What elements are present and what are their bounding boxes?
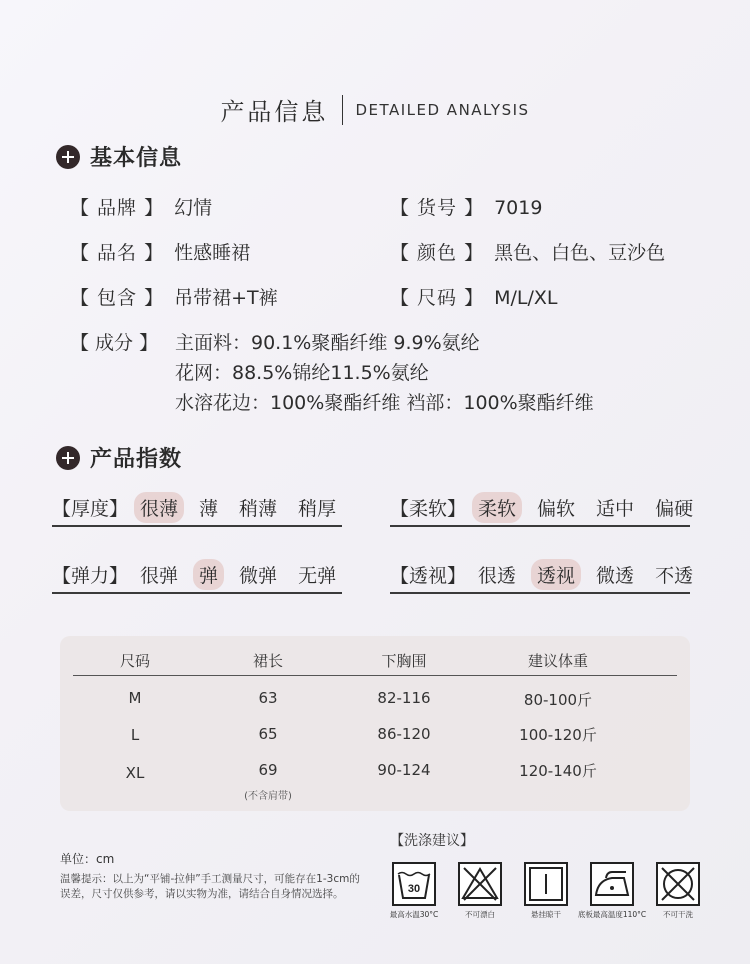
indices-heading (56, 442, 182, 473)
brand-value: 幻情 (174, 197, 213, 219)
size-key: 【 尺码 】 (390, 287, 485, 309)
title-divider (342, 95, 343, 125)
hang-dry-icon (524, 862, 568, 906)
table-cell: L (130, 726, 140, 744)
name-key: 【 品名 】 (70, 242, 165, 264)
index-option: 很透 (478, 564, 517, 587)
measurement-tip: 温馨提示：以上为“平铺-拉伸”手工测量尺寸，可能存在1-3cm的误差，尺寸仅供参考，请以实物为准，请结合自身情况选择。 (60, 873, 360, 900)
table-header-cell: 裙长 (252, 652, 283, 670)
index-option: 不透 (655, 564, 694, 587)
no-bleach-icon (458, 862, 502, 906)
name-value: 性感睡裙 (174, 242, 251, 264)
table-cell: 120-140斤 (519, 762, 597, 780)
size-value: M/L/XL (494, 287, 558, 309)
index-option-selected: 很薄 (134, 492, 184, 523)
includes-row (70, 283, 278, 310)
table-cell: 86-120 (377, 725, 431, 743)
table-cell: 80-100斤 (523, 691, 593, 709)
table-cell: 63 (258, 689, 278, 707)
section-title: 基本信息 (90, 146, 183, 171)
composition-key: 【 成分 】 (70, 332, 159, 354)
index-option: 薄 (199, 497, 219, 520)
thickness-index (52, 489, 342, 527)
brand-row (70, 193, 212, 220)
wash-label: 最高水温30°C (389, 910, 439, 919)
softness-index (390, 489, 694, 527)
composition-line: 花网：88.5%锦纶11.5%氨纶 (175, 362, 429, 384)
includes-key: 【 包含 】 (70, 287, 165, 309)
wash-label: 不可漂白 (465, 910, 495, 919)
plus-icon (56, 145, 80, 169)
color-key: 【 颜色 】 (390, 242, 485, 264)
composition-line: 水溶花边：100%聚酯纤维 裆部：100%聚酯纤维 (175, 392, 594, 414)
table-note: (不含肩带) (244, 791, 292, 802)
index-option: 偏软 (537, 497, 576, 520)
section-title: 产品指数 (90, 447, 183, 472)
table-header-cell: 建议体重 (527, 652, 588, 670)
size-row (390, 283, 557, 310)
unit-label: 单位：cm (60, 852, 115, 866)
table-header-divider (73, 675, 677, 676)
index-head: 【厚度】 (52, 497, 129, 520)
wash-temp-text: 30 (407, 883, 421, 895)
table-cell: 82-116 (377, 689, 431, 707)
table-cell: 69 (258, 761, 278, 779)
no-dry-clean-icon (656, 862, 700, 906)
index-option-selected: 透视 (531, 559, 581, 590)
table-cell: 65 (258, 725, 278, 743)
wash-label: 不可干洗 (663, 910, 693, 919)
index-option: 适中 (596, 497, 635, 520)
index-option: 偏硬 (655, 497, 694, 520)
transparency-index (390, 556, 694, 594)
index-option: 无弹 (298, 564, 337, 587)
sku-key: 【 货号 】 (390, 197, 485, 219)
name-row (70, 238, 250, 265)
index-head: 【弹力】 (52, 564, 129, 587)
index-option-selected: 柔软 (472, 492, 522, 523)
brand-key: 【 品牌 】 (70, 197, 165, 219)
table-header-cell: 尺码 (119, 652, 150, 670)
sku-row (390, 193, 542, 220)
index-head: 【透视】 (390, 564, 467, 587)
table-cell: 90-124 (377, 761, 431, 779)
sku-value: 7019 (494, 197, 543, 219)
composition-line: 主面料：90.1%聚酯纤维 9.9%氨纶 (175, 332, 480, 354)
page-subtitle: DETAILED ANALYSIS (355, 100, 530, 119)
elasticity-index (52, 556, 342, 594)
basic-info-heading (56, 141, 182, 172)
iron-110-icon (590, 862, 634, 906)
table-cell: 100-120斤 (519, 726, 597, 744)
index-option: 稍薄 (239, 497, 278, 520)
wash-care-title: 【洗涤建议】 (390, 833, 474, 849)
index-option-selected: 弹 (193, 559, 224, 590)
table-header-cell: 下胸围 (381, 652, 427, 670)
index-head: 【柔软】 (390, 497, 467, 520)
wash-label: 底板最高温度110°C (577, 910, 647, 919)
index-option: 微透 (596, 564, 635, 587)
page-title: 产品信息 (220, 98, 329, 126)
color-row (390, 238, 665, 265)
plus-icon (56, 446, 80, 470)
wash-30-icon (392, 862, 436, 906)
index-option: 微弹 (239, 564, 278, 587)
color-value: 黑色、白色、豆沙色 (494, 242, 666, 264)
table-cell: XL (125, 764, 145, 782)
index-option: 很弹 (140, 564, 179, 587)
table-cell: M (128, 689, 142, 707)
index-option: 稍厚 (298, 497, 337, 520)
wash-label: 悬挂晾干 (531, 910, 561, 919)
includes-value: 吊带裙+T裤 (174, 287, 278, 309)
page-header (0, 92, 750, 127)
